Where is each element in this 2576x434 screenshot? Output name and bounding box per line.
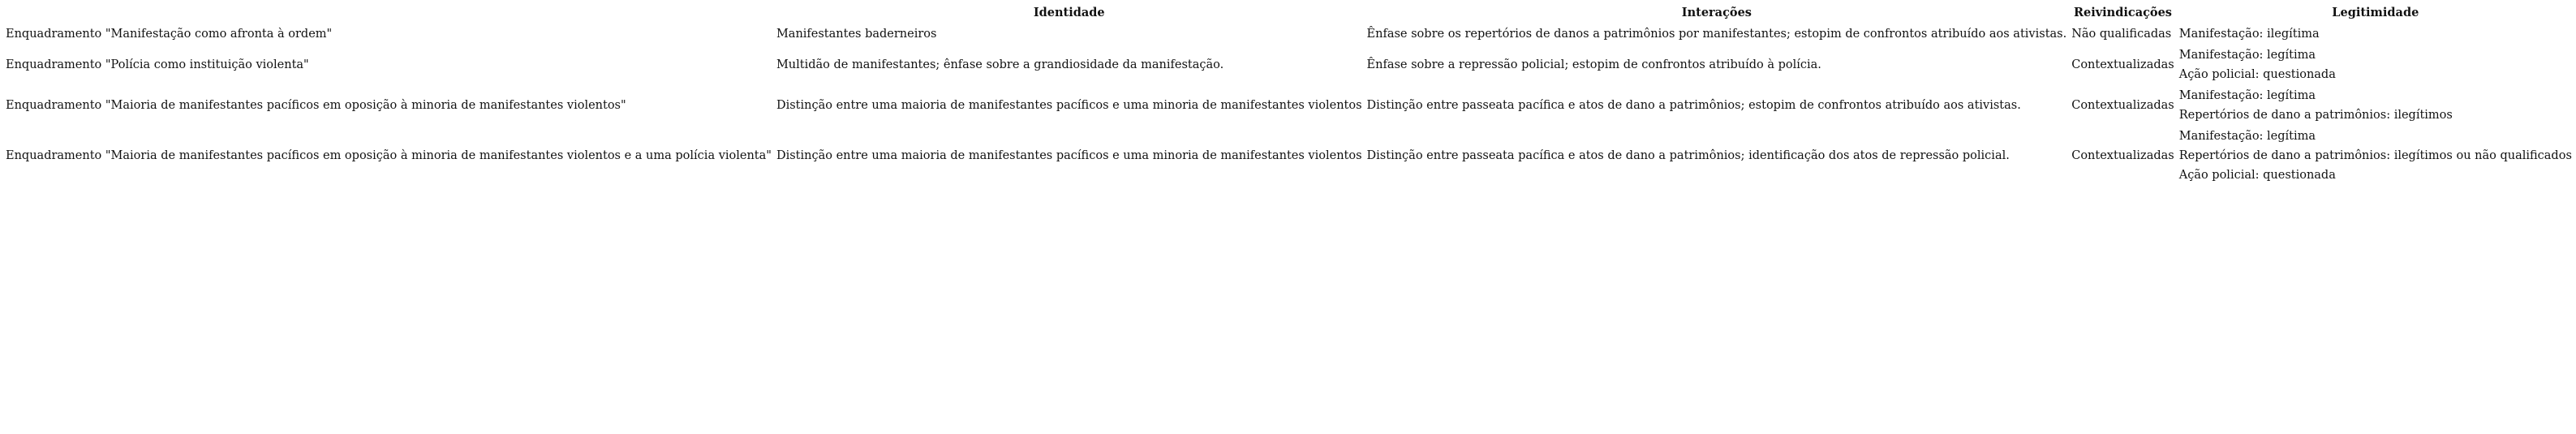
- header-reivindicacoes: Reivindicações: [2073, 6, 2172, 19]
- legitimidade-cell: [2178, 86, 2573, 125]
- interacoes-cell: Distinção entre passeata pacífica e atos de dano a patrimônios; identificação dos atos de repressão policial.: [1366, 149, 2010, 162]
- legitimidade-cell: [2178, 45, 2573, 84]
- interacoes-cell: Distinção entre passeata pacífica e atos de dano a patrimônios; estopim de confrontos atribuído aos ativistas.: [1366, 99, 2021, 112]
- framing-comparison-table: [2, 2, 2576, 187]
- legitimidade-line: Manifestação: legítima: [2178, 130, 2316, 143]
- framing-cell: Enquadramento "Polícia como instituição violenta": [6, 58, 309, 71]
- reivindicacoes-cell: Contextualizadas: [2071, 99, 2174, 112]
- reivindicacoes-cell: Não qualificadas: [2071, 28, 2172, 41]
- table-row: [5, 86, 2573, 125]
- identidade-cell: Distinção entre uma maioria de manifestantes pacíficos e uma minoria de manifestantes violentos: [776, 99, 1362, 112]
- legitimidade-cell: [2178, 127, 2573, 185]
- table-row: [5, 127, 2573, 185]
- legitimidade-line: Ação policial: questionada: [2178, 68, 2336, 81]
- table-row: [5, 45, 2573, 84]
- framing-cell: Enquadramento "Maioria de manifestantes pacíficos em oposição à minoria de manifestantes violentos e a uma polícia violenta": [6, 149, 772, 162]
- legitimidade-line: Manifestação: legítima: [2178, 89, 2316, 102]
- interacoes-cell: Ênfase sobre os repertórios de danos a patrimônios por manifestantes; estopim de confrontos atribuído aos ativistas.: [1366, 28, 2067, 41]
- framing-cell: Enquadramento "Maioria de manifestantes pacíficos em oposição à minoria de manifestantes violentos": [6, 99, 626, 112]
- identidade-cell: Multidão de manifestantes; ênfase sobre a grandiosidade da manifestação.: [776, 58, 1224, 71]
- reivindicacoes-cell: Contextualizadas: [2071, 149, 2174, 162]
- legitimidade-line: Ação policial: questionada: [2178, 169, 2336, 182]
- legitimidade-line: Repertórios de dano a patrimônios: ilegítimos ou não qualificados: [2178, 149, 2572, 162]
- header-identidade: Identidade: [1033, 6, 1105, 19]
- identidade-cell: Manifestantes baderneiros: [776, 28, 937, 41]
- reivindicacoes-cell: Contextualizadas: [2071, 58, 2174, 71]
- identidade-cell: Distinção entre uma maioria de manifestantes pacíficos e uma minoria de manifestantes violentos: [776, 149, 1362, 162]
- legitimidade-line: Repertórios de dano a patrimônios: ilegítimos: [2178, 109, 2453, 122]
- header-framing: [5, 3, 772, 23]
- header-interacoes: Interações: [1681, 6, 1752, 19]
- legitimidade-cell: [2178, 24, 2573, 44]
- table-header-row: [5, 3, 2573, 23]
- table-row: [5, 24, 2573, 44]
- legitimidade-line: Manifestação: ilegítima: [2178, 28, 2320, 41]
- legitimidade-line: Manifestação: legítima: [2178, 49, 2316, 62]
- header-legitimidade: Legitimidade: [2332, 6, 2419, 19]
- interacoes-cell: Ênfase sobre a repressão policial; estopim de confrontos atribuído à polícia.: [1366, 58, 1821, 71]
- framing-cell: Enquadramento "Manifestação como afronta à ordem": [6, 28, 333, 41]
